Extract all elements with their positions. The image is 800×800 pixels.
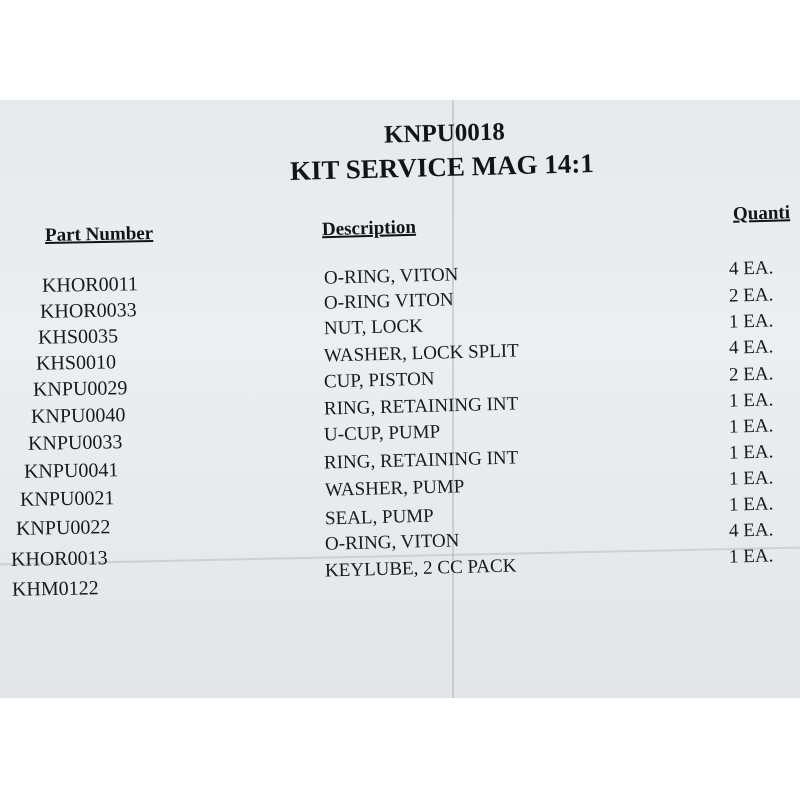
quantity-cell: 1 EA. — [728, 545, 774, 568]
quantity-cell: 2 EA. — [728, 284, 774, 307]
quantity-cell: 1 EA. — [728, 493, 774, 516]
quantity-cell: 2 EA. — [728, 363, 774, 386]
part-number-cell: KHOR0011 — [41, 273, 139, 297]
header-part-number: Part Number — [44, 223, 154, 246]
description-cell: WASHER, LOCK SPLIT — [323, 340, 519, 367]
part-number-cell: KNPU0033 — [27, 431, 123, 455]
part-number-cell: KHS0035 — [37, 325, 119, 349]
kit-code-title: KNPU0018 — [383, 118, 506, 149]
header-quantity: Quanti — [732, 202, 791, 225]
description-cell: WASHER, PUMP — [324, 476, 465, 501]
quantity-cell: 1 EA. — [728, 415, 774, 438]
description-cell: KEYLUBE, 2 CC PACK — [324, 555, 517, 582]
quantity-cell: 1 EA. — [728, 389, 774, 412]
description-cell: O-RING, VITON — [324, 530, 460, 555]
description-cell: U-CUP, PUMP — [323, 421, 441, 446]
quantity-cell: 4 EA. — [728, 336, 774, 359]
part-number-cell: KNPU0021 — [19, 487, 115, 511]
part-number-cell: KHM0122 — [11, 577, 99, 601]
description-cell: O-RING, VITON — [323, 264, 459, 289]
part-number-cell: KNPU0029 — [32, 377, 128, 401]
quantity-cell: 4 EA. — [728, 257, 774, 280]
description-cell: RING, RETAINING INT — [323, 447, 519, 474]
description-cell: O-RING VITON — [323, 289, 454, 314]
quantity-cell: 4 EA. — [728, 519, 774, 542]
part-number-cell: KNPU0022 — [15, 516, 111, 540]
header-description: Description — [321, 216, 417, 241]
part-number-cell: KHOR0013 — [10, 547, 108, 571]
paper-sheet — [0, 100, 800, 698]
part-number-cell: KNPU0040 — [30, 404, 126, 428]
quantity-cell: 1 EA. — [728, 467, 774, 490]
description-cell: NUT, LOCK — [323, 315, 424, 340]
part-number-cell: KHS0010 — [35, 351, 117, 375]
quantity-cell: 1 EA. — [728, 441, 774, 464]
kit-name-title: KIT SERVICE MAG 14:1 — [289, 148, 595, 186]
description-cell: CUP, PISTON — [323, 368, 435, 393]
part-number-cell: KNPU0041 — [23, 459, 119, 483]
description-cell: SEAL, PUMP — [324, 505, 434, 530]
part-number-cell: KHOR0033 — [39, 299, 137, 323]
quantity-cell: 1 EA. — [728, 310, 774, 333]
description-cell: RING, RETAINING INT — [323, 393, 519, 420]
